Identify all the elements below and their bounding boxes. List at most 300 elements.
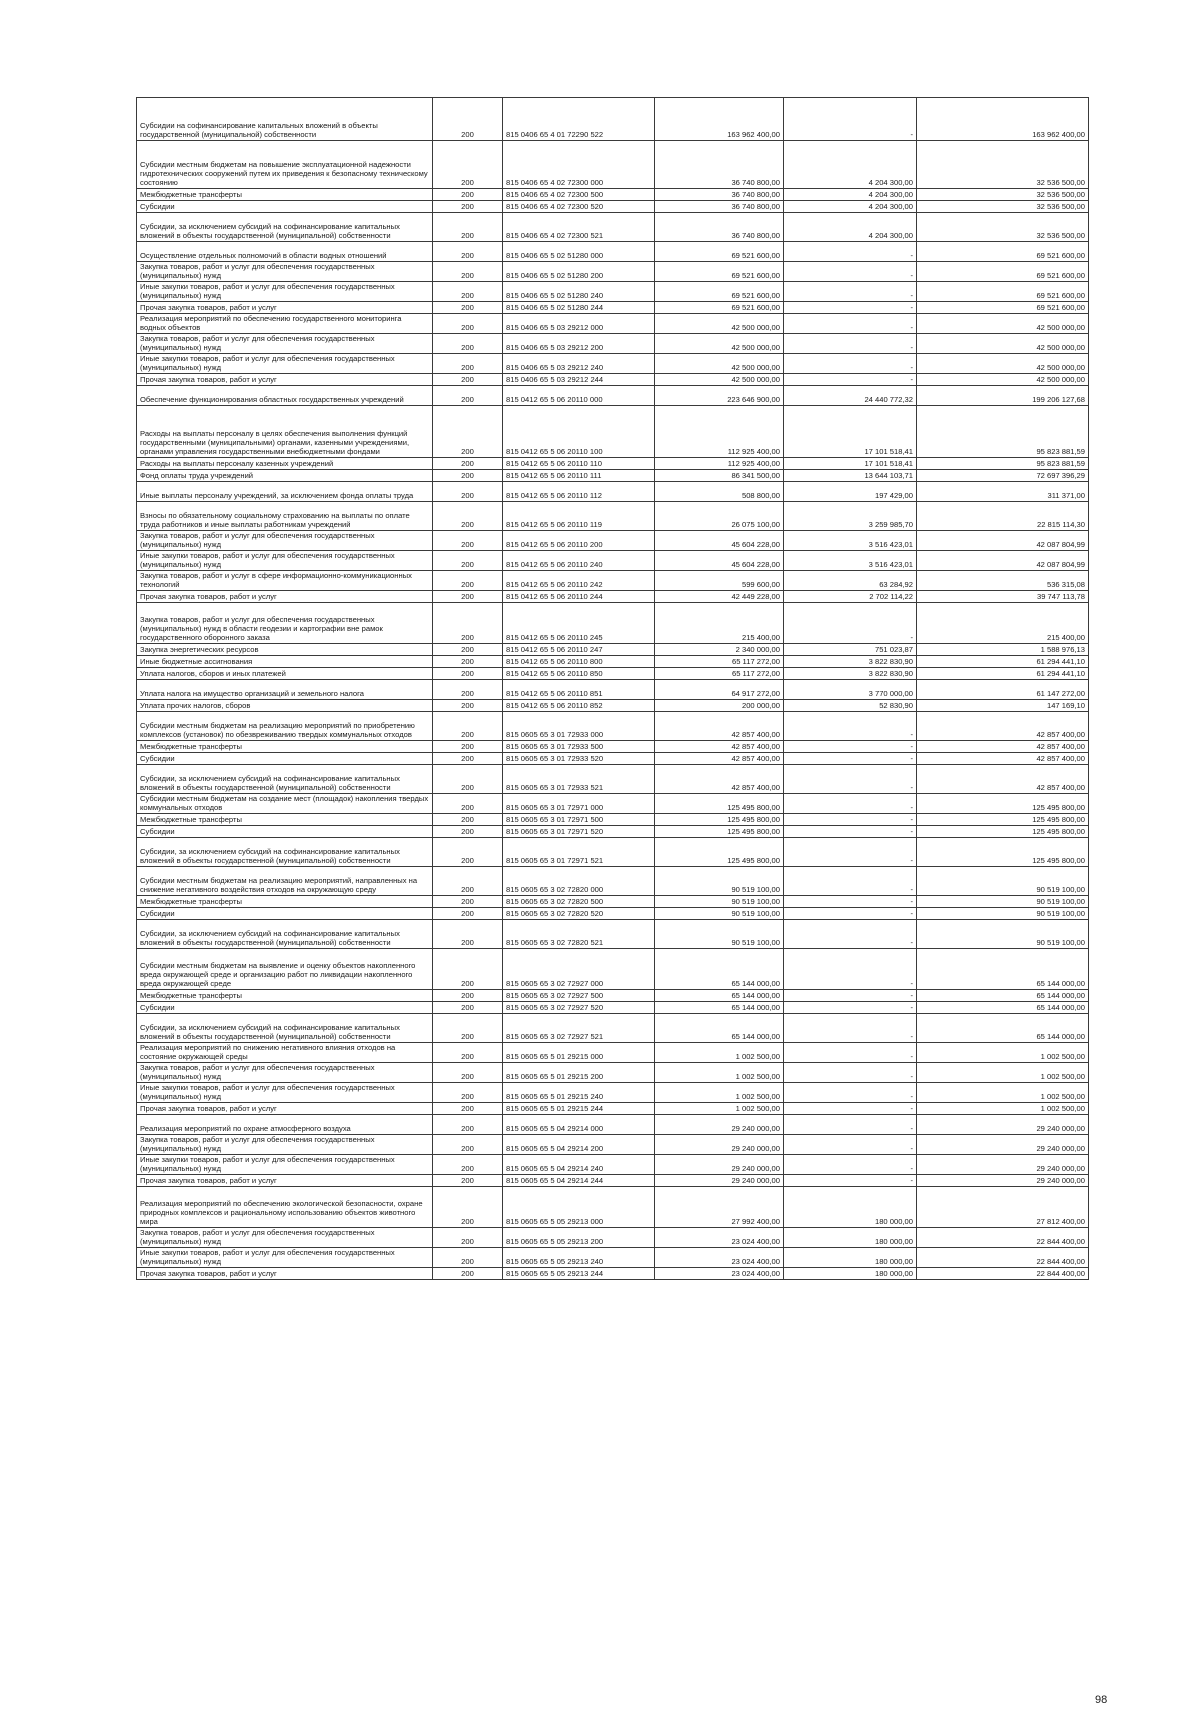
row-remaining-amount-cell: 72 697 396,29 [917, 470, 1089, 482]
row-executed-amount-cell: - [784, 838, 917, 867]
row-executed-amount-cell: - [784, 603, 917, 644]
table-row [137, 603, 1089, 644]
row-budget-code-cell: 815 0605 65 5 04 29214 240 [503, 1155, 655, 1175]
row-line-code-cell: 200 [433, 668, 503, 680]
row-budget-code-cell: 815 0406 65 5 03 29212 240 [503, 354, 655, 374]
row-budget-code-cell: 815 0412 65 5 06 20110 112 [503, 482, 655, 502]
row-remaining-amount-cell: 29 240 000,00 [917, 1135, 1089, 1155]
row-remaining-amount-cell: 69 521 600,00 [917, 242, 1089, 262]
row-line-code-cell: 200 [433, 826, 503, 838]
row-remaining-amount-cell: 42 087 804,99 [917, 531, 1089, 551]
table-row [137, 867, 1089, 896]
row-name-cell: Межбюджетные трансферты [137, 814, 433, 826]
row-executed-amount-cell: - [784, 908, 917, 920]
row-budget-code-cell: 815 0605 65 5 05 29213 244 [503, 1268, 655, 1280]
row-approved-amount-cell: 69 521 600,00 [655, 262, 784, 282]
row-line-code-cell: 200 [433, 502, 503, 531]
row-name-cell: Закупка товаров, работ и услуг для обеспечения государственных (муниципальных) нужд [137, 1135, 433, 1155]
row-line-code-cell: 200 [433, 482, 503, 502]
row-remaining-amount-cell: 61 294 441,10 [917, 668, 1089, 680]
row-approved-amount-cell: 26 075 100,00 [655, 502, 784, 531]
row-executed-amount-cell: 3 770 000,00 [784, 680, 917, 700]
row-budget-code-cell: 815 0605 65 5 01 29215 200 [503, 1063, 655, 1083]
row-budget-code-cell: 815 0406 65 4 02 72300 520 [503, 201, 655, 213]
table-row [137, 262, 1089, 282]
row-approved-amount-cell: 23 024 400,00 [655, 1268, 784, 1280]
table-row [137, 1268, 1089, 1280]
table-row [137, 314, 1089, 334]
table-row [137, 896, 1089, 908]
row-executed-amount-cell: - [784, 826, 917, 838]
row-name-cell: Иные закупки товаров, работ и услуг для обеспечения государственных (муниципальных) нужд [137, 1155, 433, 1175]
row-line-code-cell: 200 [433, 1002, 503, 1014]
row-name-cell: Субсидии, за исключением субсидий на софинансирование капитальных вложений в объекты государственной (муниципальной) собственности [137, 920, 433, 949]
row-name-cell: Расходы на выплаты персоналу казенных учреждений [137, 458, 433, 470]
row-executed-amount-cell: - [784, 98, 917, 141]
row-budget-code-cell: 815 0406 65 5 02 51280 000 [503, 242, 655, 262]
row-budget-code-cell: 815 0605 65 3 01 72971 520 [503, 826, 655, 838]
row-approved-amount-cell: 508 800,00 [655, 482, 784, 502]
row-approved-amount-cell: 29 240 000,00 [655, 1135, 784, 1155]
row-budget-code-cell: 815 0412 65 5 06 20110 850 [503, 668, 655, 680]
row-name-cell: Иные выплаты персоналу учреждений, за исключением фонда оплаты труда [137, 482, 433, 502]
row-name-cell: Иные закупки товаров, работ и услуг для обеспечения государственных (муниципальных) нужд [137, 282, 433, 302]
row-remaining-amount-cell: 29 240 000,00 [917, 1115, 1089, 1135]
row-remaining-amount-cell: 61 147 272,00 [917, 680, 1089, 700]
table-row [137, 753, 1089, 765]
row-line-code-cell: 200 [433, 949, 503, 990]
row-line-code-cell: 200 [433, 908, 503, 920]
row-executed-amount-cell: - [784, 896, 917, 908]
row-line-code-cell: 200 [433, 896, 503, 908]
row-name-cell: Прочая закупка товаров, работ и услуг [137, 1103, 433, 1115]
row-line-code-cell: 200 [433, 531, 503, 551]
table-row [137, 1014, 1089, 1043]
row-approved-amount-cell: 42 500 000,00 [655, 354, 784, 374]
row-line-code-cell: 200 [433, 374, 503, 386]
row-budget-code-cell: 815 0412 65 5 06 20110 240 [503, 551, 655, 571]
row-name-cell: Реализация мероприятий по обеспечению экологической безопасности, охране природных комплексов и рациональному использованию объектов животного мира [137, 1187, 433, 1228]
row-budget-code-cell: 815 0412 65 5 06 20110 000 [503, 386, 655, 406]
row-remaining-amount-cell: 42 857 400,00 [917, 712, 1089, 741]
row-name-cell: Субсидии [137, 908, 433, 920]
row-approved-amount-cell: 36 740 800,00 [655, 213, 784, 242]
row-line-code-cell: 200 [433, 551, 503, 571]
row-line-code-cell: 200 [433, 765, 503, 794]
row-line-code-cell: 200 [433, 1228, 503, 1248]
row-remaining-amount-cell: 1 002 500,00 [917, 1083, 1089, 1103]
row-line-code-cell: 200 [433, 794, 503, 814]
table-row [137, 908, 1089, 920]
row-approved-amount-cell: 86 341 500,00 [655, 470, 784, 482]
row-name-cell: Закупка товаров, работ и услуг для обеспечения государственных (муниципальных) нужд [137, 531, 433, 551]
row-remaining-amount-cell: 65 144 000,00 [917, 1014, 1089, 1043]
row-name-cell: Прочая закупка товаров, работ и услуг [137, 1268, 433, 1280]
row-line-code-cell: 200 [433, 141, 503, 189]
row-budget-code-cell: 815 0406 65 5 02 51280 200 [503, 262, 655, 282]
row-approved-amount-cell: 42 500 000,00 [655, 334, 784, 354]
row-executed-amount-cell: 180 000,00 [784, 1228, 917, 1248]
row-approved-amount-cell: 65 144 000,00 [655, 1002, 784, 1014]
row-executed-amount-cell: - [784, 1063, 917, 1083]
row-line-code-cell: 200 [433, 814, 503, 826]
row-budget-code-cell: 815 0605 65 3 01 72971 500 [503, 814, 655, 826]
row-remaining-amount-cell: 42 500 000,00 [917, 374, 1089, 386]
row-executed-amount-cell: - [784, 753, 917, 765]
row-name-cell: Прочая закупка товаров, работ и услуг [137, 1175, 433, 1187]
row-approved-amount-cell: 42 857 400,00 [655, 741, 784, 753]
row-budget-code-cell: 815 0605 65 5 01 29215 244 [503, 1103, 655, 1115]
row-executed-amount-cell: - [784, 282, 917, 302]
row-approved-amount-cell: 42 500 000,00 [655, 314, 784, 334]
row-line-code-cell: 200 [433, 1083, 503, 1103]
row-approved-amount-cell: 23 024 400,00 [655, 1248, 784, 1268]
table-body [137, 98, 1089, 1280]
row-executed-amount-cell: 52 830,90 [784, 700, 917, 712]
row-approved-amount-cell: 223 646 900,00 [655, 386, 784, 406]
row-remaining-amount-cell: 22 844 400,00 [917, 1268, 1089, 1280]
row-line-code-cell: 200 [433, 1135, 503, 1155]
row-executed-amount-cell: - [784, 1175, 917, 1187]
row-name-cell: Субсидии на софинансирование капитальных вложений в объекты государственной (муниципальной) собственности [137, 98, 433, 141]
row-approved-amount-cell: 27 992 400,00 [655, 1187, 784, 1228]
table-row [137, 1083, 1089, 1103]
row-executed-amount-cell: - [784, 1083, 917, 1103]
row-budget-code-cell: 815 0406 65 5 02 51280 240 [503, 282, 655, 302]
row-remaining-amount-cell: 61 294 441,10 [917, 656, 1089, 668]
table-row [137, 591, 1089, 603]
table-row [137, 700, 1089, 712]
row-executed-amount-cell: 3 822 830,90 [784, 656, 917, 668]
row-approved-amount-cell: 23 024 400,00 [655, 1228, 784, 1248]
row-remaining-amount-cell: 147 169,10 [917, 700, 1089, 712]
row-remaining-amount-cell: 163 962 400,00 [917, 98, 1089, 141]
table-row [137, 814, 1089, 826]
row-name-cell: Закупка товаров, работ и услуг в сфере информационно-коммуникационных технологий [137, 571, 433, 591]
row-budget-code-cell: 815 0605 65 3 02 72927 500 [503, 990, 655, 1002]
row-name-cell: Субсидии [137, 201, 433, 213]
row-executed-amount-cell: - [784, 1155, 917, 1175]
row-approved-amount-cell: 36 740 800,00 [655, 141, 784, 189]
row-name-cell: Обеспечение функционирования областных государственных учреждений [137, 386, 433, 406]
row-approved-amount-cell: 125 495 800,00 [655, 814, 784, 826]
row-approved-amount-cell: 65 144 000,00 [655, 1014, 784, 1043]
row-budget-code-cell: 815 0605 65 3 02 72820 000 [503, 867, 655, 896]
row-line-code-cell: 200 [433, 98, 503, 141]
row-budget-code-cell: 815 0605 65 5 05 29213 200 [503, 1228, 655, 1248]
row-executed-amount-cell: - [784, 712, 917, 741]
row-budget-code-cell: 815 0412 65 5 06 20110 852 [503, 700, 655, 712]
row-remaining-amount-cell: 125 495 800,00 [917, 794, 1089, 814]
table-row [137, 712, 1089, 741]
row-executed-amount-cell: - [784, 920, 917, 949]
row-remaining-amount-cell: 65 144 000,00 [917, 990, 1089, 1002]
row-budget-code-cell: 815 0605 65 3 02 72927 520 [503, 1002, 655, 1014]
row-approved-amount-cell: 90 519 100,00 [655, 896, 784, 908]
row-executed-amount-cell: 197 429,00 [784, 482, 917, 502]
row-name-cell: Субсидии, за исключением субсидий на софинансирование капитальных вложений в объекты государственной (муниципальной) собственности [137, 765, 433, 794]
row-line-code-cell: 200 [433, 644, 503, 656]
row-executed-amount-cell: 3 516 423,01 [784, 531, 917, 551]
row-executed-amount-cell: - [784, 1103, 917, 1115]
table-row [137, 141, 1089, 189]
row-remaining-amount-cell: 27 812 400,00 [917, 1187, 1089, 1228]
row-line-code-cell: 200 [433, 386, 503, 406]
row-approved-amount-cell: 125 495 800,00 [655, 838, 784, 867]
row-budget-code-cell: 815 0406 65 4 02 72300 000 [503, 141, 655, 189]
row-budget-code-cell: 815 0406 65 5 03 29212 200 [503, 334, 655, 354]
row-approved-amount-cell: 29 240 000,00 [655, 1155, 784, 1175]
table-row [137, 302, 1089, 314]
row-executed-amount-cell: - [784, 1043, 917, 1063]
row-executed-amount-cell: 17 101 518,41 [784, 406, 917, 458]
row-name-cell: Субсидии местным бюджетам на реализацию мероприятий по приобретению комплексов (установок) по обезвреживанию твердых коммунальных отходов [137, 712, 433, 741]
row-name-cell: Прочая закупка товаров, работ и услуг [137, 302, 433, 314]
row-remaining-amount-cell: 1 002 500,00 [917, 1043, 1089, 1063]
row-name-cell: Иные бюджетные ассигнования [137, 656, 433, 668]
row-approved-amount-cell: 2 340 000,00 [655, 644, 784, 656]
table-row [137, 1187, 1089, 1228]
row-remaining-amount-cell: 90 519 100,00 [917, 920, 1089, 949]
table-row [137, 189, 1089, 201]
row-remaining-amount-cell: 69 521 600,00 [917, 282, 1089, 302]
row-remaining-amount-cell: 125 495 800,00 [917, 826, 1089, 838]
row-remaining-amount-cell: 65 144 000,00 [917, 1002, 1089, 1014]
row-budget-code-cell: 815 0605 65 5 05 29213 240 [503, 1248, 655, 1268]
row-name-cell: Закупка товаров, работ и услуг для обеспечения государственных (муниципальных) нужд [137, 1228, 433, 1248]
row-executed-amount-cell: - [784, 814, 917, 826]
row-remaining-amount-cell: 42 500 000,00 [917, 354, 1089, 374]
row-line-code-cell: 200 [433, 867, 503, 896]
row-line-code-cell: 200 [433, 242, 503, 262]
row-budget-code-cell: 815 0406 65 4 02 72300 521 [503, 213, 655, 242]
row-remaining-amount-cell: 125 495 800,00 [917, 814, 1089, 826]
row-executed-amount-cell: - [784, 741, 917, 753]
row-executed-amount-cell: 13 644 103,71 [784, 470, 917, 482]
page-number: 98 [1095, 1694, 1108, 1706]
table-row [137, 741, 1089, 753]
row-remaining-amount-cell: 22 844 400,00 [917, 1248, 1089, 1268]
row-remaining-amount-cell: 1 588 976,13 [917, 644, 1089, 656]
row-budget-code-cell: 815 0412 65 5 06 20110 244 [503, 591, 655, 603]
table-row [137, 282, 1089, 302]
row-approved-amount-cell: 599 600,00 [655, 571, 784, 591]
row-executed-amount-cell: - [784, 1135, 917, 1155]
row-remaining-amount-cell: 215 400,00 [917, 603, 1089, 644]
row-executed-amount-cell: - [784, 314, 917, 334]
row-name-cell: Прочая закупка товаров, работ и услуг [137, 591, 433, 603]
table-row [137, 470, 1089, 482]
row-approved-amount-cell: 45 604 228,00 [655, 551, 784, 571]
table-row [137, 354, 1089, 374]
row-approved-amount-cell: 1 002 500,00 [655, 1103, 784, 1115]
row-line-code-cell: 200 [433, 470, 503, 482]
row-line-code-cell: 200 [433, 213, 503, 242]
row-approved-amount-cell: 90 519 100,00 [655, 867, 784, 896]
row-executed-amount-cell: 4 204 300,00 [784, 201, 917, 213]
table-row [137, 644, 1089, 656]
row-executed-amount-cell: 3 516 423,01 [784, 551, 917, 571]
table-row [137, 1228, 1089, 1248]
row-remaining-amount-cell: 199 206 127,68 [917, 386, 1089, 406]
row-budget-code-cell: 815 0605 65 3 01 72933 521 [503, 765, 655, 794]
row-line-code-cell: 200 [433, 741, 503, 753]
row-name-cell: Субсидии [137, 826, 433, 838]
table-row [137, 656, 1089, 668]
row-name-cell: Уплата налогов, сборов и иных платежей [137, 668, 433, 680]
row-line-code-cell: 200 [433, 1155, 503, 1175]
table-row [137, 1248, 1089, 1268]
row-line-code-cell: 200 [433, 920, 503, 949]
row-line-code-cell: 200 [433, 1268, 503, 1280]
row-executed-amount-cell: 180 000,00 [784, 1268, 917, 1280]
row-budget-code-cell: 815 0412 65 5 06 20110 242 [503, 571, 655, 591]
row-budget-code-cell: 815 0605 65 3 01 72933 520 [503, 753, 655, 765]
row-approved-amount-cell: 29 240 000,00 [655, 1175, 784, 1187]
row-approved-amount-cell: 112 925 400,00 [655, 406, 784, 458]
row-name-cell: Иные закупки товаров, работ и услуг для обеспечения государственных (муниципальных) нужд [137, 551, 433, 571]
row-name-cell: Субсидии, за исключением субсидий на софинансирование капитальных вложений в объекты государственной (муниципальной) собственности [137, 838, 433, 867]
row-remaining-amount-cell: 32 536 500,00 [917, 213, 1089, 242]
row-name-cell: Иные закупки товаров, работ и услуг для обеспечения государственных (муниципальных) нужд [137, 1248, 433, 1268]
row-approved-amount-cell: 163 962 400,00 [655, 98, 784, 141]
table-row [137, 1043, 1089, 1063]
table-row [137, 482, 1089, 502]
row-remaining-amount-cell: 95 823 881,59 [917, 406, 1089, 458]
row-remaining-amount-cell: 90 519 100,00 [917, 896, 1089, 908]
table-row [137, 1175, 1089, 1187]
row-line-code-cell: 200 [433, 314, 503, 334]
row-budget-code-cell: 815 0605 65 5 05 29213 000 [503, 1187, 655, 1228]
row-executed-amount-cell: - [784, 302, 917, 314]
row-name-cell: Расходы на выплаты персоналу в целях обеспечения выполнения функций государственными (муниципальными) органами, казенными учреждениями, органами управления государственными внебюджетными фондами [137, 406, 433, 458]
row-remaining-amount-cell: 32 536 500,00 [917, 141, 1089, 189]
row-budget-code-cell: 815 0605 65 3 01 72971 000 [503, 794, 655, 814]
row-executed-amount-cell: - [784, 1115, 917, 1135]
row-approved-amount-cell: 1 002 500,00 [655, 1063, 784, 1083]
row-executed-amount-cell: 17 101 518,41 [784, 458, 917, 470]
row-executed-amount-cell: 3 259 985,70 [784, 502, 917, 531]
row-line-code-cell: 200 [433, 753, 503, 765]
row-approved-amount-cell: 215 400,00 [655, 603, 784, 644]
row-approved-amount-cell: 45 604 228,00 [655, 531, 784, 551]
row-remaining-amount-cell: 69 521 600,00 [917, 262, 1089, 282]
row-line-code-cell: 200 [433, 571, 503, 591]
row-approved-amount-cell: 65 144 000,00 [655, 949, 784, 990]
row-remaining-amount-cell: 39 747 113,78 [917, 591, 1089, 603]
row-name-cell: Иные закупки товаров, работ и услуг для обеспечения государственных (муниципальных) нужд [137, 354, 433, 374]
row-executed-amount-cell: - [784, 1002, 917, 1014]
row-remaining-amount-cell: 95 823 881,59 [917, 458, 1089, 470]
row-budget-code-cell: 815 0605 65 3 01 72971 521 [503, 838, 655, 867]
row-approved-amount-cell: 36 740 800,00 [655, 189, 784, 201]
row-name-cell: Закупка товаров, работ и услуг для обеспечения государственных (муниципальных) нужд [137, 1063, 433, 1083]
row-budget-code-cell: 815 0406 65 5 02 51280 244 [503, 302, 655, 314]
row-executed-amount-cell: 180 000,00 [784, 1248, 917, 1268]
table-row [137, 458, 1089, 470]
row-line-code-cell: 200 [433, 458, 503, 470]
table-row [137, 794, 1089, 814]
row-remaining-amount-cell: 42 857 400,00 [917, 741, 1089, 753]
row-executed-amount-cell: - [784, 990, 917, 1002]
table-row [137, 334, 1089, 354]
table-row [137, 826, 1089, 838]
row-approved-amount-cell: 69 521 600,00 [655, 242, 784, 262]
row-line-code-cell: 200 [433, 591, 503, 603]
table-row [137, 242, 1089, 262]
row-line-code-cell: 200 [433, 1175, 503, 1187]
row-executed-amount-cell: - [784, 334, 917, 354]
row-executed-amount-cell: 2 702 114,22 [784, 591, 917, 603]
table-row [137, 571, 1089, 591]
row-name-cell: Межбюджетные трансферты [137, 990, 433, 1002]
row-budget-code-cell: 815 0412 65 5 06 20110 851 [503, 680, 655, 700]
table-row [137, 98, 1089, 141]
table-row [137, 990, 1089, 1002]
table-row [137, 1063, 1089, 1083]
row-name-cell: Закупка энергетических ресурсов [137, 644, 433, 656]
table-row [137, 1155, 1089, 1175]
row-remaining-amount-cell: 42 500 000,00 [917, 314, 1089, 334]
row-name-cell: Субсидии, за исключением субсидий на софинансирование капитальных вложений в объекты государственной (муниципальной) собственности [137, 1014, 433, 1043]
row-budget-code-cell: 815 0406 65 5 03 29212 244 [503, 374, 655, 386]
row-line-code-cell: 200 [433, 1103, 503, 1115]
row-approved-amount-cell: 42 857 400,00 [655, 765, 784, 794]
row-line-code-cell: 200 [433, 1014, 503, 1043]
table-row [137, 680, 1089, 700]
table-row [137, 1103, 1089, 1115]
row-budget-code-cell: 815 0605 65 3 02 72820 520 [503, 908, 655, 920]
row-budget-code-cell: 815 0412 65 5 06 20110 245 [503, 603, 655, 644]
row-executed-amount-cell: 63 284,92 [784, 571, 917, 591]
row-budget-code-cell: 815 0605 65 3 02 72820 521 [503, 920, 655, 949]
row-name-cell: Закупка товаров, работ и услуг для обеспечения государственных (муниципальных) нужд [137, 262, 433, 282]
row-executed-amount-cell: 3 822 830,90 [784, 668, 917, 680]
row-approved-amount-cell: 42 449 228,00 [655, 591, 784, 603]
row-approved-amount-cell: 65 144 000,00 [655, 990, 784, 1002]
row-executed-amount-cell: - [784, 794, 917, 814]
row-name-cell: Реализация мероприятий по снижению негативного влияния отходов на состояние окружающей среды [137, 1043, 433, 1063]
row-name-cell: Прочая закупка товаров, работ и услуг [137, 374, 433, 386]
row-approved-amount-cell: 42 857 400,00 [655, 753, 784, 765]
row-line-code-cell: 200 [433, 680, 503, 700]
row-budget-code-cell: 815 0605 65 5 01 29215 000 [503, 1043, 655, 1063]
row-budget-code-cell: 815 0605 65 3 01 72933 000 [503, 712, 655, 741]
row-line-code-cell: 200 [433, 1248, 503, 1268]
row-line-code-cell: 200 [433, 406, 503, 458]
row-approved-amount-cell: 1 002 500,00 [655, 1043, 784, 1063]
row-remaining-amount-cell: 32 536 500,00 [917, 201, 1089, 213]
row-approved-amount-cell: 69 521 600,00 [655, 302, 784, 314]
row-remaining-amount-cell: 90 519 100,00 [917, 867, 1089, 896]
row-budget-code-cell: 815 0406 65 4 01 72290 522 [503, 98, 655, 141]
row-approved-amount-cell: 200 000,00 [655, 700, 784, 712]
table-row [137, 1115, 1089, 1135]
row-name-cell: Субсидии, за исключением субсидий на софинансирование капитальных вложений в объекты государственной (муниципальной) собственности [137, 213, 433, 242]
row-name-cell: Субсидии местным бюджетам на создание мест (площадок) накопления твердых коммунальных отходов [137, 794, 433, 814]
row-line-code-cell: 200 [433, 656, 503, 668]
row-line-code-cell: 200 [433, 1187, 503, 1228]
row-line-code-cell: 200 [433, 262, 503, 282]
row-budget-code-cell: 815 0406 65 4 02 72300 500 [503, 189, 655, 201]
row-line-code-cell: 200 [433, 189, 503, 201]
row-name-cell: Субсидии [137, 753, 433, 765]
row-budget-code-cell: 815 0406 65 5 03 29212 000 [503, 314, 655, 334]
table-row [137, 213, 1089, 242]
row-name-cell: Межбюджетные трансферты [137, 189, 433, 201]
row-line-code-cell: 200 [433, 201, 503, 213]
table-row [137, 1002, 1089, 1014]
